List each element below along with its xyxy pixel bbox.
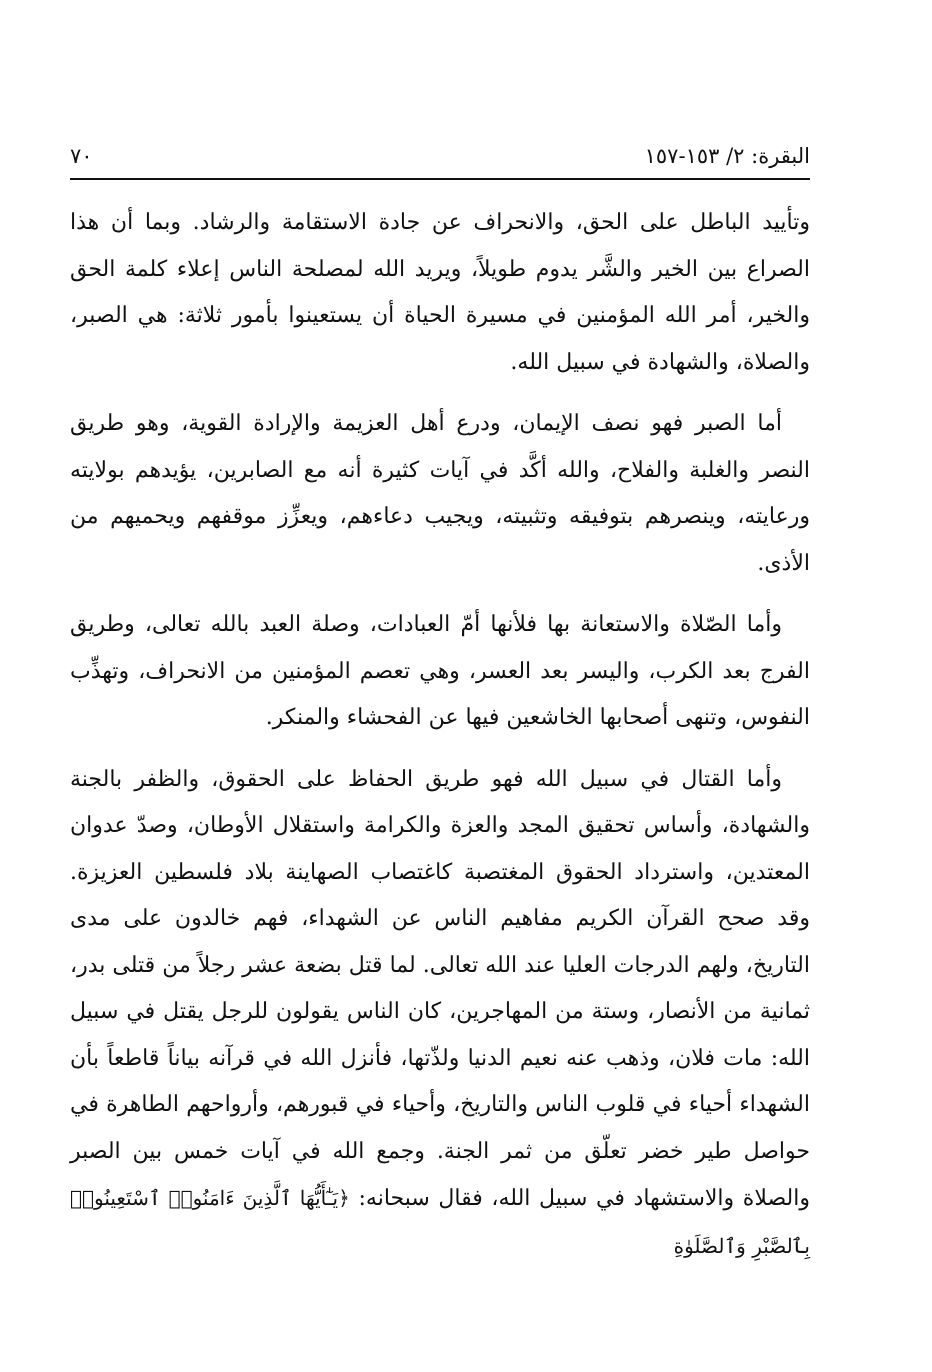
page-header — [70, 136, 810, 176]
page-number: ٧٠ — [70, 144, 93, 168]
paragraph-2: أما الصبر فهو نصف الإيمان، ودرع أهل العزيمة والإرادة القوية، وهو طريق النصر والغلبة والفلاح، والله أكَّد في آيات كثيرة أنه مع الصابرين، يؤيدهم بولايته ورعايته، وينصرهم بتوفيقه وتثبيته، ويجيب دعاءهم، ويعزِّز موقفهم ويحميهم من الأذى. — [70, 411, 810, 576]
quran-verse: ﴿يَـٰٓأَيُّهَا ٱلَّذِينَ ءَامَنُوا۟ ٱسْتَعِينُوا۟ بِٱلصَّبْرِ وَٱلصَّلَوٰةِ — [70, 1186, 810, 1258]
paragraph-3: وأما الصّلاة والاستعانة بها فلأنها أمّ العبادات، وصلة العبد بالله تعالى، وطريق الفرج بعد الكرب، واليسر بعد العسر، وهي تعصم المؤمنين من الانحراف، وتهذِّب النفوس، وتنهى أصحابها الخاشعين فيها عن الفحشاء والمنكر. — [70, 612, 810, 730]
paragraph-4 — [70, 757, 810, 1271]
running-title: البقرة: ٢/ ١٥٣-١٥٧ — [644, 144, 810, 168]
body-text — [70, 200, 810, 1270]
header-rule — [70, 178, 810, 180]
paragraph-1: وتأييد الباطل على الحق، والانحراف عن جادة الاستقامة والرشاد. وبما أن هذا الصراع بين الخير والشَّر يدوم طويلاً، ويريد الله لمصلحة الناس إعلاء كلمة الحق والخير، أمر الله المؤمنين في مسيرة الحياة أن يستعينوا بأمور ثلاثة: هي الصبر، والصلاة، والشهادة في سبيل الله. — [70, 210, 810, 375]
paragraph-4-text: وأما القتال في سبيل الله فهو طريق الحفاظ على الحقوق، والظفر بالجنة والشهادة، وأساس تحقيق المجد والعزة والكرامة واستقلال الأوطان، وصدّ عدوان المعتدين، واسترداد الحقوق المغتصبة كاغتصاب الصهاينة بلاد فلسطين العزيزة. وقد صحح القرآن الكريم مفاهيم الناس عن الشهداء، فهم خالدون على مدى التاريخ، ولهم الدرجات العليا عند الله تعالى. لما قتل بضعة عشر رجلاً من قتلى بدر، ثمانية من الأنصار، وستة من المهاجرين، كان الناس يقولون للرجل يقتل في سبيل الله: مات فلان، وذهب عنه نعيم الدنيا ولذّتها، فأنزل الله في قرآنه بياناً قاطعاً بأن الشهداء أحياء في قلوب الناس والتاريخ، وأحياء في قبورهم، وأرواحهم الطاهرة في حواصل طير خضر تعلّق من ثمر الجنة. وجمع الله في آيات خمس بين الصبر والصلاة والاستشهاد في سبيل الله، فقال سبحانه: — [70, 766, 810, 1211]
